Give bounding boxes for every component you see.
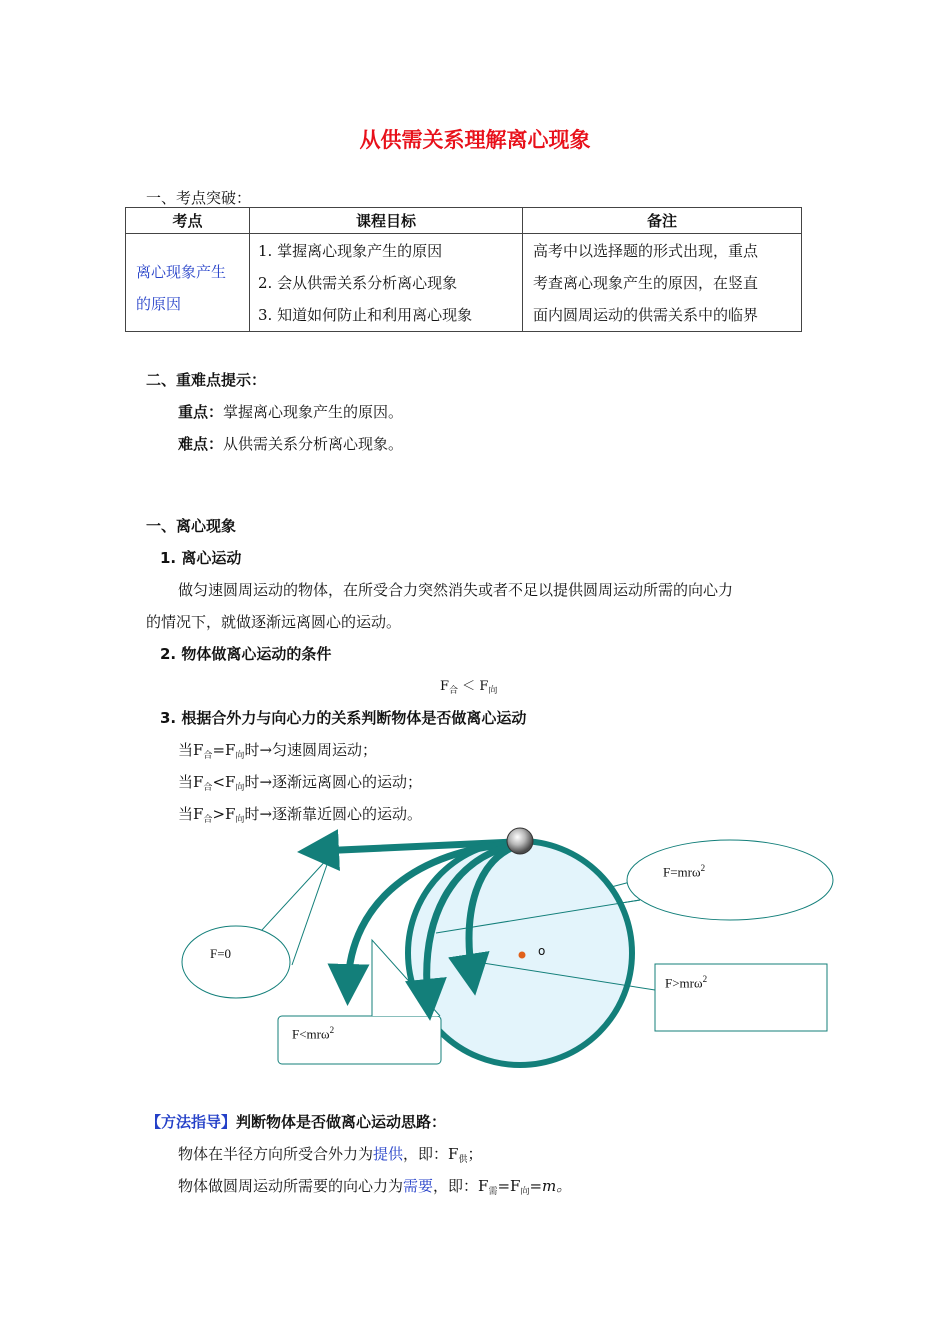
item2-title: 2. 物体做离心运动的条件 xyxy=(160,645,332,663)
item1-line2: 的情况下，就做逐渐远离圆心的运动。 xyxy=(146,613,402,631)
callout-zero-bubble xyxy=(182,926,290,998)
label-eq: F=mrω$^2$ xyxy=(663,863,706,880)
goal-item: 2. 会从供需关系分析离心现象 xyxy=(258,274,458,292)
label-gt: F>mrω$^2$ xyxy=(665,974,708,991)
note-line: 考查离心现象产生的原因，在竖直 xyxy=(533,274,759,292)
label-center: o xyxy=(538,944,546,958)
callout-eq-bubble xyxy=(627,840,833,920)
method-heading: 【方法指导】判断物体是否做离心运动思路： xyxy=(146,1113,447,1131)
item3-title: 3. 根据合外力与向心力的关系判断物体是否做离心运动 xyxy=(160,709,527,727)
rule-less: 当$F_合<F_向$时→逐渐远离圆心的运动； xyxy=(178,773,423,793)
section1-heading: 一、考点突破： xyxy=(146,189,252,207)
page-title: 从供需关系理解离心现象 xyxy=(359,128,591,152)
label-lt: F<mrω$^2$ xyxy=(292,1025,335,1042)
table-header-note: 备注 xyxy=(523,208,802,234)
table-header-topic: 考点 xyxy=(126,208,250,234)
item1-line1: 做匀速圆周运动的物体，在所受合力突然消失或者不足以提供圆周运动所需的向心力 xyxy=(178,581,734,599)
method-line2: 物体做圆周运动所需要的向心力为需要，即：$F_需=F_向=m$。 xyxy=(178,1177,572,1197)
note-line: 高考中以选择题的形式出现，重点 xyxy=(533,242,759,260)
center-dot xyxy=(519,952,526,959)
key-point: 重点：掌握离心现象产生的原因。 xyxy=(178,403,404,421)
topic-line: 离心现象产生 xyxy=(136,263,227,281)
label-zero: F=0 xyxy=(210,946,232,961)
section2-heading: 二、重难点提示： xyxy=(146,371,267,389)
part1-heading: 一、离心现象 xyxy=(146,517,237,535)
topic-line: 的原因 xyxy=(136,295,182,313)
rule-equal: 当$F_合=F_向$时→匀速圆周运动； xyxy=(178,741,378,761)
method-line1: 物体在半径方向所受合外力为提供，即：$F_供$； xyxy=(178,1145,483,1165)
rule-greater: 当$F_合>F_向$时→逐渐靠近圆心的运动。 xyxy=(178,805,423,825)
condition-formula: $F_合 < F_向$ xyxy=(440,679,498,696)
goal-item: 3. 知道如何防止和利用离心现象 xyxy=(258,306,473,324)
item1-title: 1. 离心运动 xyxy=(160,549,242,567)
table-header-goals: 课程目标 xyxy=(250,208,523,234)
hard-point: 难点：从供需关系分析离心现象。 xyxy=(178,435,404,453)
moving-ball xyxy=(507,828,533,854)
goal-item: 1. 掌握离心现象产生的原因 xyxy=(258,242,443,260)
note-line: 面内圆周运动的供需关系中的临界 xyxy=(533,306,759,324)
